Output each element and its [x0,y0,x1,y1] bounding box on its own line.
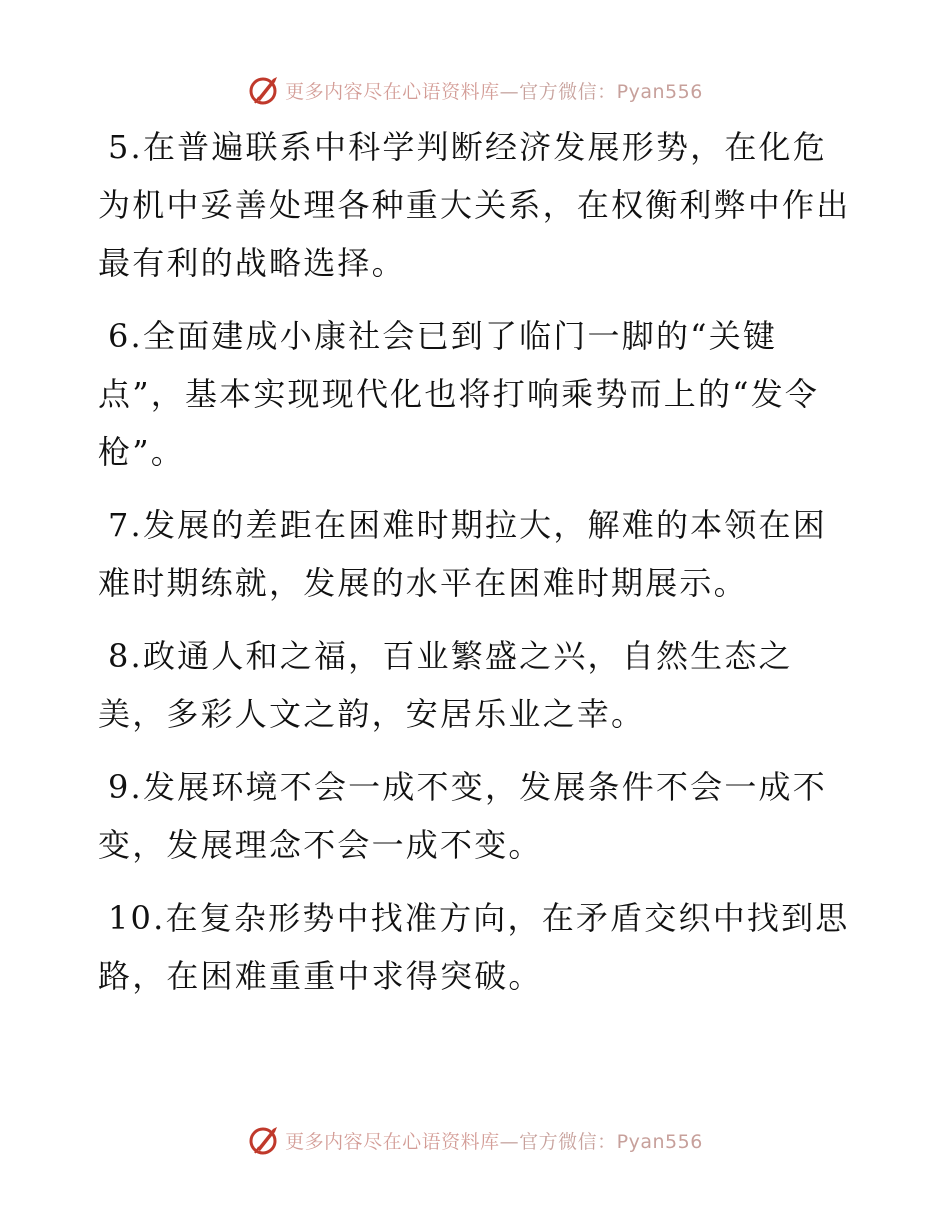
paragraph-7 [98,496,858,612]
paragraph-number: 10. [108,899,166,937]
paragraph-text: 在复杂形势中找准方向，在矛盾交织中找到思路，在困难重重中求得突破。 [98,899,850,995]
paragraph-text: 全面建成小康社会已到了临门一脚的“关键点”，基本实现现代化也将打响乘势而上的“发令枪”。 [98,317,820,471]
watermark-separator: — [499,1130,520,1153]
watermark-wechat: 官方微信：Pyan556 [519,1130,703,1153]
document-body [98,118,858,1020]
paragraph-6 [98,307,858,481]
paragraph-number: 8. [108,637,143,675]
paragraph-text: 政通人和之福，百业繁盛之兴，自然生态之美，多彩人文之韵，安居乐业之幸。 [98,637,793,733]
paragraph-8 [98,627,858,743]
paragraph-text: 发展环境不会一成不变，发展条件不会一成不变，发展理念不会一成不变。 [98,768,827,864]
watermark-wechat: 官方微信：Pyan556 [519,80,703,103]
paragraph-text: 发展的差距在困难时期拉大，解难的本领在困难时期练就，发展的水平在困难时期展示。 [98,506,827,602]
quill-pen-circle-logo-icon [247,1123,281,1157]
footer-watermark [0,1120,950,1160]
watermark-brand: 更多内容尽在心语资料库 [285,1130,500,1153]
paragraph-10 [98,889,858,1005]
watermark-separator: — [499,80,520,103]
paragraph-5 [98,118,858,292]
header-watermark [0,70,950,110]
paragraph-number: 9. [108,768,143,806]
paragraph-9 [98,758,858,874]
paragraph-number: 5. [108,128,143,166]
watermark-text [285,1127,703,1154]
paragraph-number: 6. [108,317,143,355]
watermark-text [285,77,703,104]
paragraph-text: 在普遍联系中科学判断经济发展形势，在化危为机中妥善处理各种重大关系，在权衡利弊中作出最有利的战略选择。 [98,128,851,282]
paragraph-number: 7. [108,506,143,544]
watermark-brand: 更多内容尽在心语资料库 [285,80,500,103]
quill-pen-circle-logo-icon [247,73,281,107]
